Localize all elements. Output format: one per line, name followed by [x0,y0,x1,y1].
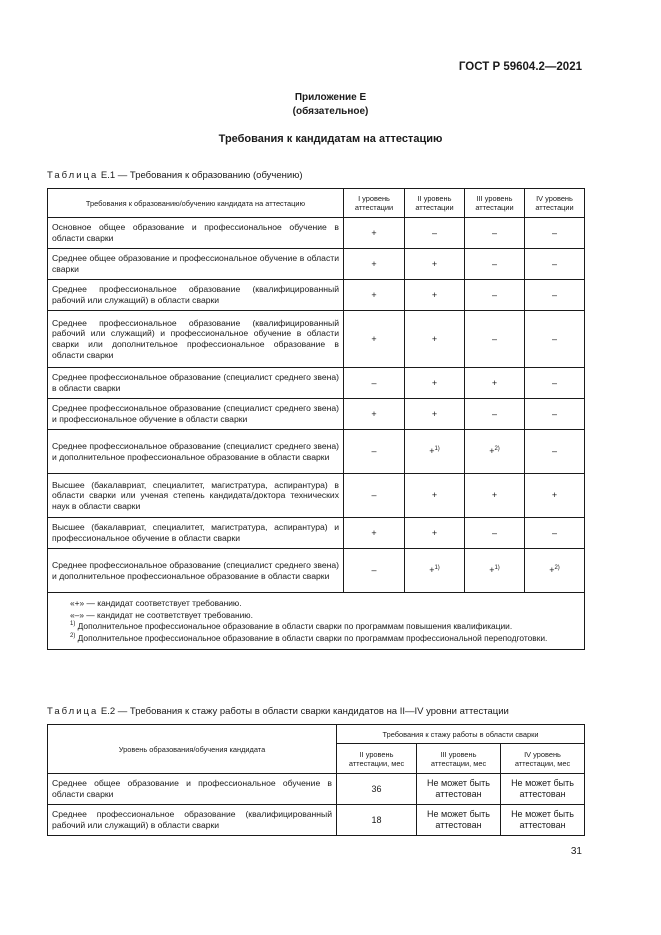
requirement-cell: Основное общее образование и профессиональное обучение в области сварки [48,218,344,249]
table1-header-level-2: II уровень аттестации [405,189,465,218]
level-2-value: + [429,565,435,576]
table1-header-level-1: I уровень аттестации [344,189,405,218]
table2-header-row [48,725,585,744]
table1-header-level-3: III уровень аттестации [465,189,525,218]
level-4-months-cell: Не может быть аттестован [501,805,585,836]
level-4-cell: – [525,218,585,249]
requirement-cell: Среднее профессиональное образование (специалист среднего звена) и дополнительное профессиональное образование в области сварки [48,430,344,474]
document-id: ГОСТ Р 59604.2—2021 [458,61,582,73]
level-3-cell: – [465,399,525,430]
level-3-cell: – [465,311,525,368]
footnote-2-mark: 2) [70,632,76,639]
table-row [48,549,585,593]
level-4-cell: – [525,280,585,311]
table-row [48,518,585,549]
table-row [48,218,585,249]
table-row [48,805,585,836]
level-1-cell: + [344,311,405,368]
table1-header-requirement: Требования к образованию/обучению кандидата на аттестацию [48,189,344,218]
level-1-cell: + [344,518,405,549]
requirement-cell: Среднее профессиональное образование (квалифицированный рабочий или служащий) и профессиональное обучение в области сварки или дополнительное профессиональное образование в области сварки [48,311,344,368]
level-4-cell: – [525,249,585,280]
appendix-status: (обязательное) [292,106,369,117]
level-3-value: + [489,446,495,457]
level-4-cell: – [525,430,585,474]
level-3-cell: – [465,518,525,549]
level-1-cell: + [344,249,405,280]
table2-header-level-2: II уровень аттестации, мес [337,744,417,774]
level-1-cell: – [344,368,405,399]
level-3-cell: + [465,368,525,399]
level-1-cell: – [344,430,405,474]
footnote-ref: 1) [434,565,440,572]
level-2-cell: + [405,249,465,280]
table-row [48,280,585,311]
level-2-cell: – [405,218,465,249]
table2-header-education-level: Уровень образования/обучения кандидата [48,725,337,774]
level-1-cell: + [344,218,405,249]
note-plus: «+» — кандидат соответствует требованию. [70,598,242,608]
table-row [48,368,585,399]
table1-caption-prefix: Таблица [47,170,99,181]
note-minus: «–» — кандидат не соответствует требованию. [70,609,253,620]
footnote-2-text: Дополнительное профессиональное образование в области сварки по программам профессиональной переподготовки. [75,632,548,643]
page-number: 31 [570,846,582,857]
level-4-cell: – [525,368,585,399]
level-2-months-cell: 18 [337,805,417,836]
table-row [48,311,585,368]
table1-caption [47,170,303,181]
level-4-cell: + [525,474,585,518]
requirement-cell: Среднее общее образование и профессиональное обучение в области сварки [48,249,344,280]
footnote-1-text: Дополнительное профессиональное образование в области сварки по программам повышения квалификации. [75,621,513,632]
level-3-value: + [489,565,495,576]
requirement-cell: Среднее профессиональное образование (специалист среднего звена) в области сварки [48,368,344,399]
level-2-cell: + [405,280,465,311]
level-1-cell: – [344,549,405,593]
footnote-ref: 2) [554,565,560,572]
experience-requirements-table [47,724,585,836]
level-4-value: + [549,565,555,576]
table2-header-level-3: III уровень аттестации, мес [417,744,501,774]
footnote-ref: 2) [494,446,500,453]
table2-header-experience: Требования к стажу работы в области сварки [337,725,585,744]
level-2-cell: + [405,311,465,368]
level-3-cell: – [465,249,525,280]
table2-caption-prefix: Таблица [47,706,99,717]
level-3-cell [465,549,525,593]
table-row [48,774,585,805]
appendix-title: Приложение Е [294,92,367,103]
level-2-cell: + [405,518,465,549]
level-3-cell [465,430,525,474]
requirement-cell: Высшее (бакалавриат, специалитет, магистратура, аспирантура) и профессиональное обучение в области сварки [48,518,344,549]
footnote-1 [56,621,577,633]
table1-header-level-4: IV уровень аттестации [525,189,585,218]
level-2-cell: + [405,368,465,399]
requirement-cell: Среднее профессиональное образование (квалифицированный рабочий или служащий) в области сварки [48,280,344,311]
footnote-1-mark: 1) [70,621,76,628]
level-2-cell [405,430,465,474]
level-1-cell: + [344,399,405,430]
education-level-cell: Среднее общее образование и профессиональное обучение в области сварки [48,774,337,805]
requirement-cell: Среднее профессиональное образование (специалист среднего звена) и дополнительное профессиональное образование в области сварки [48,549,344,593]
education-requirements-table [47,188,585,650]
level-3-cell: – [465,280,525,311]
footnote-2 [56,633,577,645]
level-1-cell: + [344,280,405,311]
table-row [48,399,585,430]
level-4-cell [525,549,585,593]
level-4-months-cell: Не может быть аттестован [501,774,585,805]
level-4-cell: – [525,399,585,430]
table2-caption-text: Е.2 — Требования к стажу работы в области сварки кандидатов на II—IV уровни аттестации [100,706,509,717]
table1-notes-row [48,593,585,650]
table-row [48,474,585,518]
level-3-months-cell: Не может быть аттестован [417,805,501,836]
table1-notes [48,593,585,650]
level-3-cell: + [465,474,525,518]
level-3-cell: – [465,218,525,249]
table2-caption [47,706,509,717]
level-2-cell [405,549,465,593]
footnote-ref: 1) [434,446,440,453]
level-2-months-cell: 36 [337,774,417,805]
level-2-cell: + [405,474,465,518]
requirement-cell: Среднее профессиональное образование (специалист среднего звена) и профессиональное обучение в области сварки [48,399,344,430]
level-3-months-cell: Не может быть аттестован [417,774,501,805]
footnote-ref: 1) [494,565,500,572]
level-4-cell: – [525,311,585,368]
table2-header-level-4: IV уровень аттестации, мес [501,744,585,774]
table1-header-row [48,189,585,218]
level-2-value: + [429,446,435,457]
table-row [48,430,585,474]
education-level-cell: Среднее профессиональное образование (квалифицированный рабочий или служащий) в области сварки [48,805,337,836]
level-4-cell: – [525,518,585,549]
level-1-cell: – [344,474,405,518]
appendix-heading: Требования к кандидатам на аттестацию [218,133,443,145]
level-2-cell: + [405,399,465,430]
requirement-cell: Высшее (бакалавриат, специалитет, магистратура, аспирантура) в области сварки или ученая степень кандидата/доктора технических наук в области сварки [48,474,344,518]
table1-caption-text: Е.1 — Требования к образованию (обучению) [100,170,303,181]
table-row [48,249,585,280]
